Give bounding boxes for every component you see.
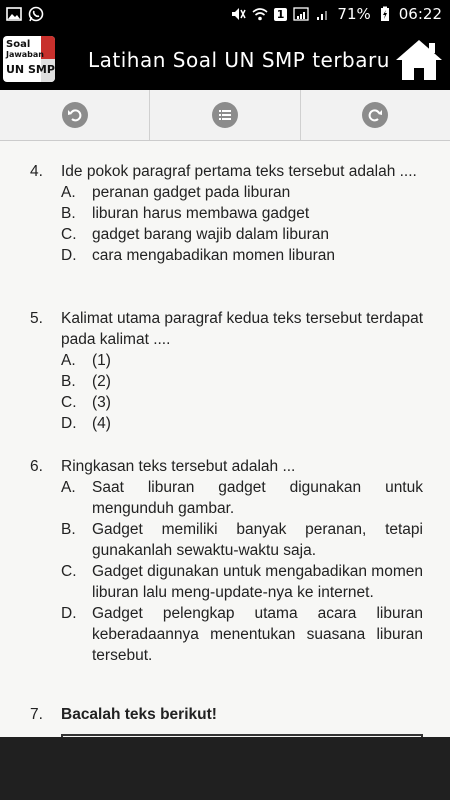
whatsapp-icon [28, 6, 44, 22]
home-icon [394, 38, 444, 82]
question-number: 4. [30, 163, 43, 180]
question-number: 5. [30, 310, 43, 327]
option-b[interactable] [61, 203, 423, 224]
question-6 [30, 456, 423, 666]
option-label: B. [61, 373, 76, 390]
undo-icon [62, 102, 88, 128]
app-logo [3, 36, 55, 82]
question-page[interactable] [0, 141, 450, 737]
nav-toolbar [0, 90, 450, 141]
option-text: Gadget digunakan untuk mengabadikan momen liburan lalu meng-update-nya ke internet. [92, 563, 423, 601]
option-text: gadget barang wajib dalam liburan [92, 226, 329, 243]
option-label: C. [61, 226, 77, 243]
option-c[interactable] [61, 392, 423, 413]
notification-badge: 1 [274, 8, 288, 21]
option-d[interactable] [61, 603, 423, 666]
signal-bars-icon [315, 6, 331, 22]
option-text: (2) [92, 373, 111, 390]
option-d[interactable] [61, 413, 423, 434]
option-text: Gadget memiliki banyak peranan, tetapi gunakanlah sewaktu-waktu saja. [92, 521, 423, 559]
home-button[interactable] [394, 38, 444, 82]
question-text: Ringkasan teks tersebut adalah ... [61, 458, 296, 475]
wifi-icon [252, 6, 268, 22]
option-label: C. [61, 394, 77, 411]
question-text: Ide pokok paragraf pertama teks tersebut adalah .... [61, 163, 417, 180]
option-label: B. [61, 205, 76, 222]
app-bar [0, 30, 450, 90]
option-b[interactable] [61, 519, 423, 561]
question-text: Kalimat utama paragraf kedua teks tersebut terdapat pada kalimat .... [61, 310, 423, 348]
option-text: (1) [92, 352, 111, 369]
option-text: liburan harus membawa gadget [92, 205, 310, 222]
option-label: C. [61, 563, 77, 580]
signal-icon [293, 6, 309, 22]
battery-charging-icon [377, 6, 393, 22]
option-text: peranan gadget pada liburan [92, 184, 291, 201]
option-label: A. [61, 479, 76, 496]
image-notification-icon [6, 6, 22, 22]
question-number: 6. [30, 458, 43, 475]
app-title: Latihan Soal UN SMP terbaru [88, 48, 390, 72]
redo-icon [362, 102, 388, 128]
list-icon [212, 102, 238, 128]
option-label: B. [61, 521, 76, 538]
option-b[interactable] [61, 371, 423, 392]
option-label: D. [61, 247, 77, 264]
question-5 [30, 308, 423, 434]
question-text: Bacalah teks berikut! [61, 706, 217, 723]
option-a[interactable] [61, 182, 423, 203]
menu-button[interactable] [150, 90, 300, 140]
option-c[interactable] [61, 224, 423, 245]
question-7 [30, 704, 423, 725]
option-text: (4) [92, 415, 111, 432]
option-text: Gadget pelengkap utama acara liburan keberadaannya menentukan suasana liburan tersebut. [92, 605, 423, 664]
option-a[interactable] [61, 350, 423, 371]
logo-line-2: Jawaban [6, 50, 44, 59]
bottom-area [0, 737, 450, 800]
option-d[interactable] [61, 245, 423, 266]
option-a[interactable] [61, 477, 423, 519]
logo-line-3: UN SMP [6, 63, 55, 76]
option-label: A. [61, 184, 76, 201]
mute-icon [230, 6, 246, 22]
question-4 [30, 161, 423, 266]
status-bar [0, 0, 450, 30]
question-number: 7. [30, 706, 43, 723]
option-label: A. [61, 352, 76, 369]
clock: 06:22 [398, 5, 442, 23]
option-label: D. [61, 415, 77, 432]
forward-button[interactable] [301, 90, 450, 140]
battery-percent: 71% [337, 5, 371, 23]
option-text: cara mengabadikan momen liburan [92, 247, 335, 264]
option-text: Saat liburan gadget digunakan untuk mengunduh gambar. [92, 479, 423, 517]
option-text: (3) [92, 394, 111, 411]
logo-line-1: Soal [6, 39, 31, 50]
back-button[interactable] [0, 90, 150, 140]
option-label: D. [61, 605, 77, 622]
option-c[interactable] [61, 561, 423, 603]
